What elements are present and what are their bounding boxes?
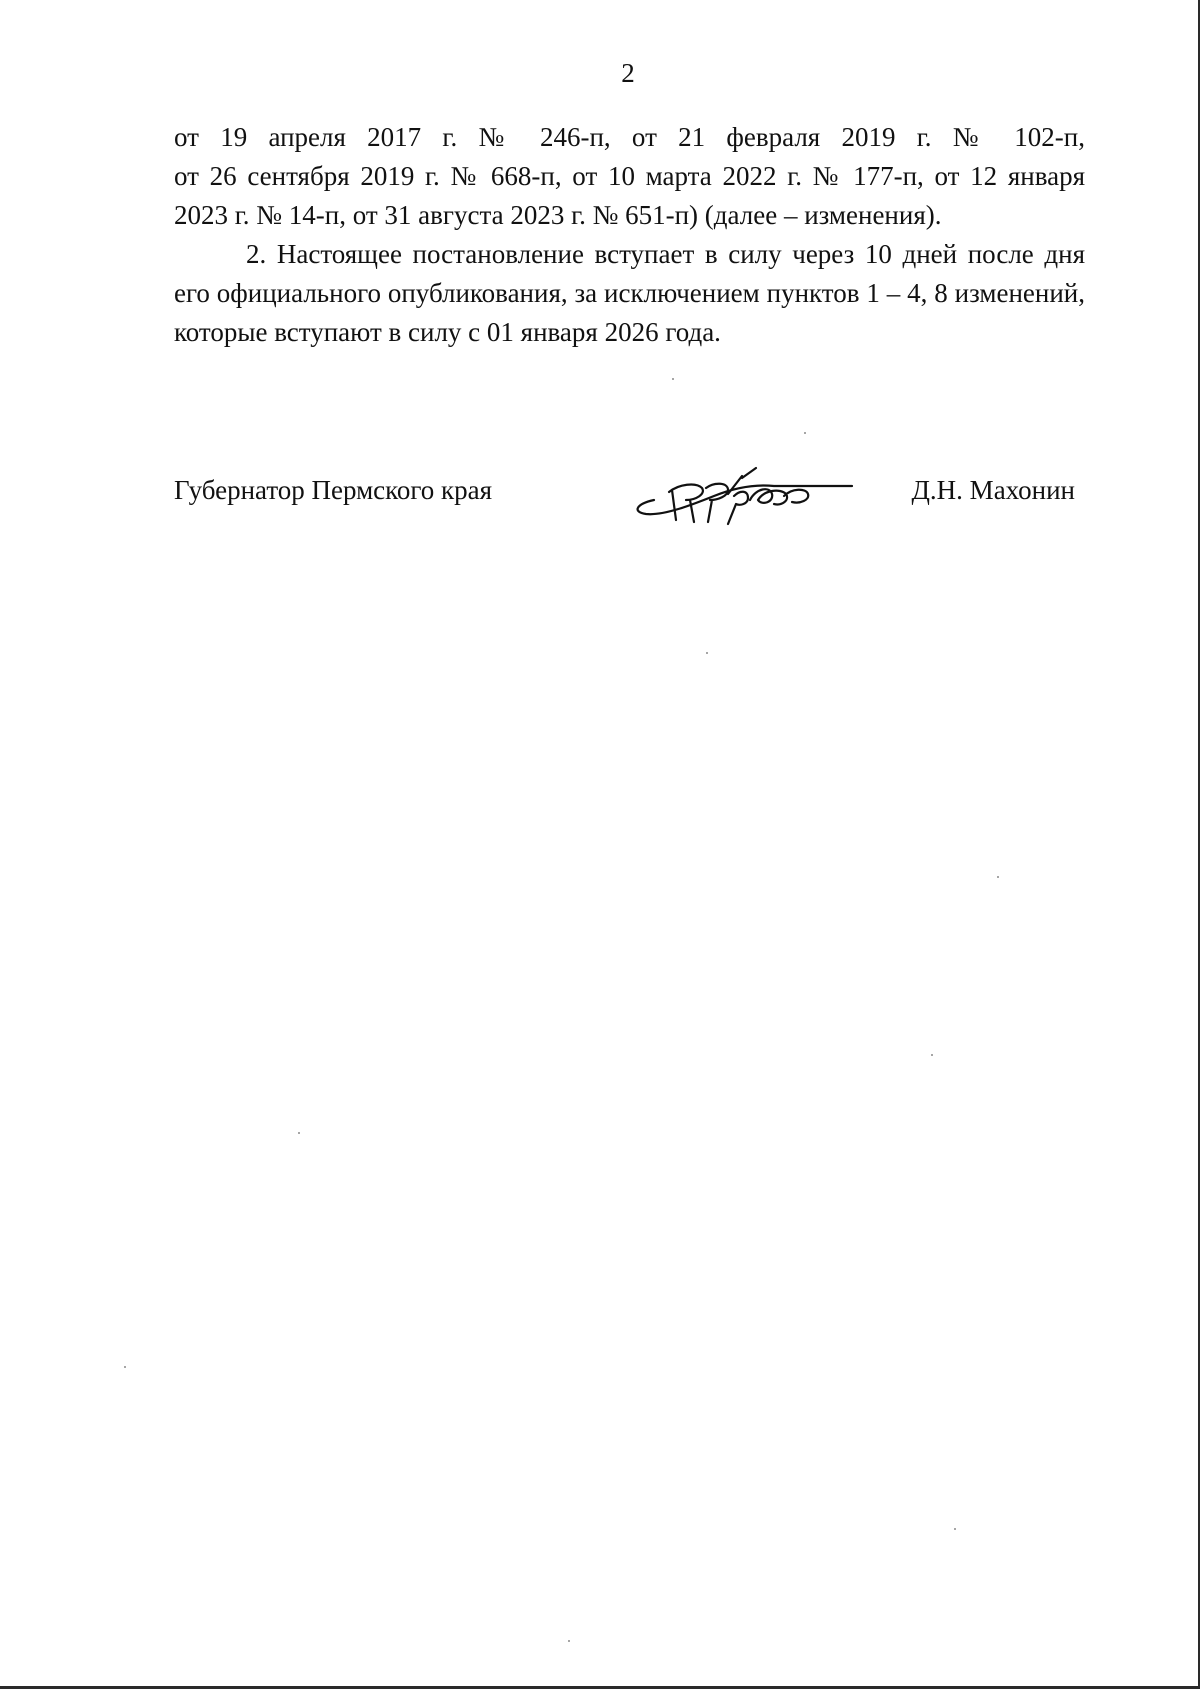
paragraph-2: 2. Настоящее постановление вступает в силу через 10 дней после дня его официального опубликования, за исключением пунктов 1 – 4, 8 изменений, которые вступают в силу с 01 января 2026 года. (174, 239, 1085, 347)
scan-speck (706, 652, 708, 654)
scan-speck (931, 1054, 933, 1056)
scan-speck (124, 1366, 126, 1368)
signer-title: Губернатор Пермского края (174, 475, 493, 505)
document-body (174, 118, 1085, 352)
scan-speck (672, 378, 674, 380)
handwritten-signature (624, 460, 864, 530)
scan-speck (804, 432, 806, 434)
body-line-2: от 26 сентября 2019 г. № 668-п, от 10 марта 2022 г. № 177-п, от 12 января (174, 161, 1085, 191)
scan-speck (997, 876, 999, 878)
scan-speck (568, 1640, 570, 1642)
body-line-3: 2023 г. № 14-п, от 31 августа 2023 г. № 651-п) (далее – изменения). (174, 200, 942, 230)
signature-block (174, 470, 1085, 530)
page-number: 2 (621, 58, 635, 88)
body-line-1: от 19 апреля 2017 г. № 246-п, от 21 февраля 2019 г. № 102-п, (174, 122, 1085, 152)
signer-name: Д.Н. Махонин (911, 475, 1075, 505)
scan-speck (298, 1132, 300, 1134)
scan-speck (954, 1528, 956, 1530)
